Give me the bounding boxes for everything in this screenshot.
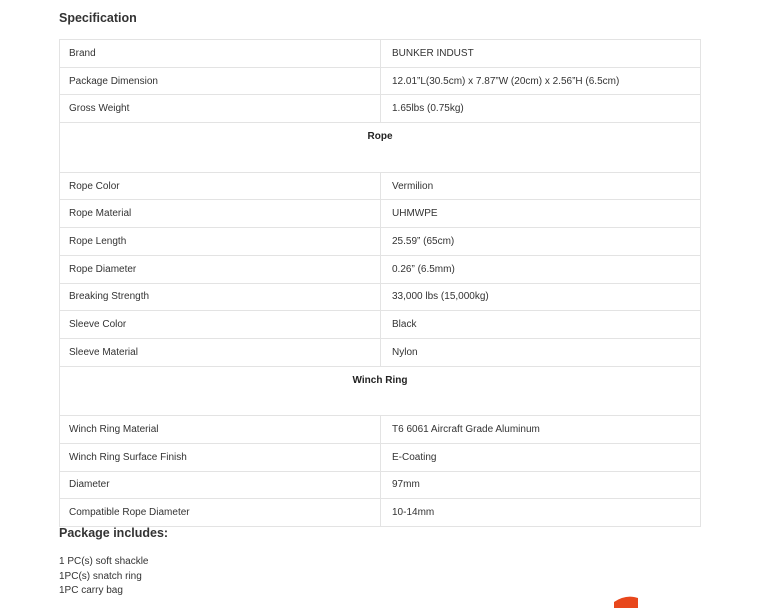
- spec-row-sleeve-color: [60, 311, 701, 339]
- specification-heading: Specification: [59, 11, 137, 25]
- spec-row-rope-length: [60, 228, 701, 256]
- spec-row-compatible-rope-diameter: [60, 499, 701, 527]
- spec-value: 33,000 lbs (15,000kg): [381, 283, 701, 311]
- spec-row-winch-ring-material: [60, 416, 701, 444]
- spec-value: Black: [381, 311, 701, 339]
- package-heading: Package includes:: [59, 526, 169, 540]
- spec-label: Diameter: [60, 471, 381, 499]
- spec-row-winch-ring-surface-finish: [60, 443, 701, 471]
- spec-value: Nylon: [381, 338, 701, 366]
- spec-section-rope: [60, 123, 701, 173]
- spec-value: UHMWPE: [381, 200, 701, 228]
- spec-label: Winch Ring Surface Finish: [60, 443, 381, 471]
- spec-label: Gross Weight: [60, 95, 381, 123]
- spec-row-rope-material: [60, 200, 701, 228]
- spec-row-gross-weight: [60, 95, 701, 123]
- floating-widget-edge: [612, 592, 640, 608]
- specification-table: [59, 39, 701, 527]
- spec-row-rope-diameter: [60, 255, 701, 283]
- spec-label: Rope Length: [60, 228, 381, 256]
- spec-row-sleeve-material: [60, 338, 701, 366]
- spec-label: Package Dimension: [60, 67, 381, 95]
- spec-value: 0.26” (6.5mm): [381, 255, 701, 283]
- spec-label: Compatible Rope Diameter: [60, 499, 381, 527]
- spec-label: Brand: [60, 40, 381, 68]
- spec-row-package-dimension: [60, 67, 701, 95]
- spec-label: Sleeve Material: [60, 338, 381, 366]
- spec-row-breaking-strength: [60, 283, 701, 311]
- spec-label: Sleeve Color: [60, 311, 381, 339]
- spec-value: Vermilion: [381, 172, 701, 200]
- section-heading: Winch Ring: [60, 366, 701, 416]
- spec-value: 25.59” (65cm): [381, 228, 701, 256]
- spec-label: Rope Material: [60, 200, 381, 228]
- spec-value: 1.65lbs (0.75kg): [381, 95, 701, 123]
- package-item: 1PC(s) snatch ring: [59, 570, 142, 582]
- spec-row-diameter: [60, 471, 701, 499]
- package-list: [59, 555, 148, 599]
- spec-row-brand: [60, 40, 701, 68]
- spec-row-rope-color: [60, 172, 701, 200]
- spec-label: Rope Diameter: [60, 255, 381, 283]
- spec-section-winch-ring: [60, 366, 701, 416]
- spec-label: Breaking Strength: [60, 283, 381, 311]
- spec-value: E-Coating: [381, 443, 701, 471]
- spec-value: 97mm: [381, 471, 701, 499]
- spec-value: 12.01”L(30.5cm) x 7.87”W (20cm) x 2.56”H (6.5cm): [381, 67, 701, 95]
- spec-value: T6 6061 Aircraft Grade Aluminum: [381, 416, 701, 444]
- package-item: 1PC carry bag: [59, 585, 123, 596]
- spec-label: Winch Ring Material: [60, 416, 381, 444]
- spec-value: BUNKER INDUST: [381, 40, 701, 68]
- spec-value: 10-14mm: [381, 499, 701, 527]
- package-item: 1 PC(s) soft shackle: [59, 556, 149, 567]
- spec-label: Rope Color: [60, 172, 381, 200]
- section-heading: Rope: [60, 123, 701, 173]
